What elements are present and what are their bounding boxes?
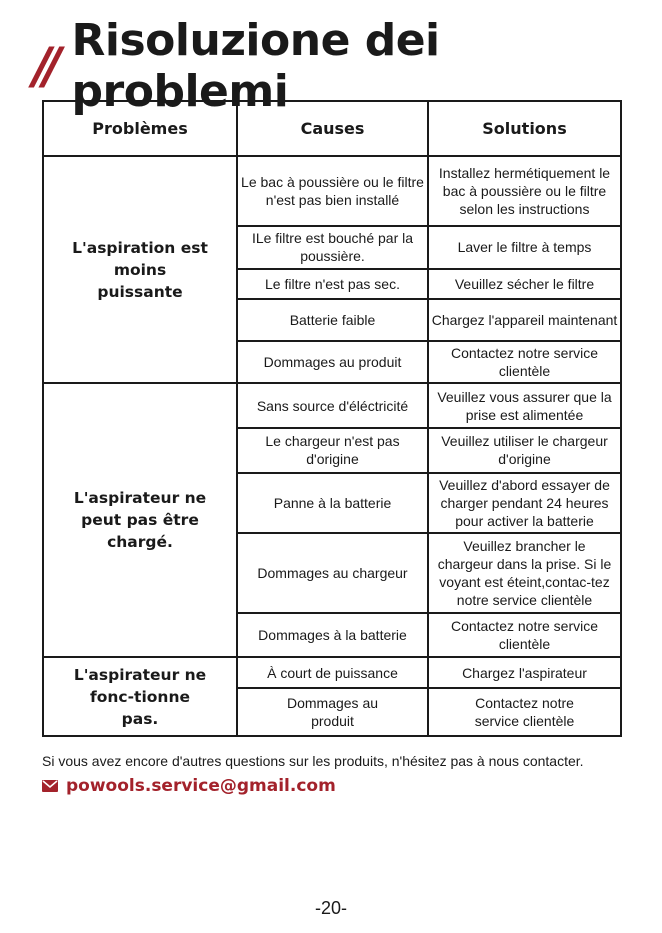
troubleshooting-table: [42, 100, 622, 737]
solution-cell: Laver le filtre à temps: [428, 226, 621, 268]
contact-note: Si vous avez encore d'autres questions sur les produits, n'hésitez pas à nous contacter.: [42, 753, 584, 769]
cause-cell: Dommages au chargeur: [237, 533, 428, 613]
solution-cell: Veuillez vous assurer que la prise est alimentée: [428, 383, 621, 428]
envelope-icon: [42, 780, 58, 792]
problem-cell: [43, 156, 237, 383]
cause-cell: Dommages à la batterie: [237, 613, 428, 657]
solution-cell: Contactez notre service clientèle: [428, 613, 621, 657]
solution-cell: Contactez notre service clientèle: [428, 341, 621, 383]
page-title-block: [33, 15, 662, 117]
cause-cell: [237, 688, 428, 736]
table-row: [43, 657, 621, 687]
problem-cell: [43, 383, 237, 657]
header-solutions: Solutions: [428, 101, 621, 156]
solution-cell: [428, 533, 621, 613]
problem-text: L'aspiration est moins puissante: [72, 238, 208, 301]
solution-cell: [428, 688, 621, 736]
cause-cell: Le filtre n'est pas sec.: [237, 269, 428, 299]
header-causes: Causes: [237, 101, 428, 156]
cause-cell: Le bac à poussière ou le filtre n'est pas bien installé: [237, 156, 428, 226]
page-title: Risoluzione dei problemi: [71, 15, 440, 117]
solution-cell: Veuillez d'abord essayer de charger pendant 24 heures pour activer la batterie: [428, 473, 621, 533]
title-slashes-decoration: //: [33, 37, 54, 95]
email-row: [42, 776, 336, 796]
cause-cell: Batterie faible: [237, 299, 428, 341]
page-number: -20-: [314, 898, 347, 918]
cause-cell: À court de puissance: [237, 657, 428, 687]
solution-cell: Veuillez sécher le filtre: [428, 269, 621, 299]
cause-cell: Dommages au produit: [237, 341, 428, 383]
solution-cell: Installez hermétiquement le bac à poussière ou le filtre selon les instructions: [428, 156, 621, 226]
solution-text: Contactez notre service clientèle: [474, 694, 575, 729]
header-problems: Problèmes: [43, 101, 237, 156]
table-row: [43, 156, 621, 226]
table-header-row: [43, 101, 621, 156]
table-row: [43, 383, 621, 428]
cause-cell: ILe filtre est bouché par la poussière.: [237, 226, 428, 268]
cause-cell: Sans source d'éléctricité: [237, 383, 428, 428]
solution-cell: Chargez l'aspirateur: [428, 657, 621, 687]
cause-cell: Le chargeur n'est pas d'origine: [237, 428, 428, 472]
problem-text: L'aspirateur ne fonc-tionne pas.: [73, 665, 207, 728]
solution-text: Veuillez brancher le chargeur dans la prise. Si le voyant est éteint,contac-tez notre service clientèle: [437, 538, 612, 609]
problem-cell: [43, 657, 237, 736]
cause-cell: Panne à la batterie: [237, 473, 428, 533]
problem-text: L'aspirateur ne peut pas être chargé.: [73, 489, 207, 552]
solution-cell: Chargez l'appareil maintenant: [428, 299, 621, 341]
cause-text: Dommages au produit: [286, 694, 379, 729]
solution-cell: Veuillez utiliser le chargeur d'origine: [428, 428, 621, 472]
email-link[interactable]: powools.service@gmail.com: [66, 776, 336, 796]
